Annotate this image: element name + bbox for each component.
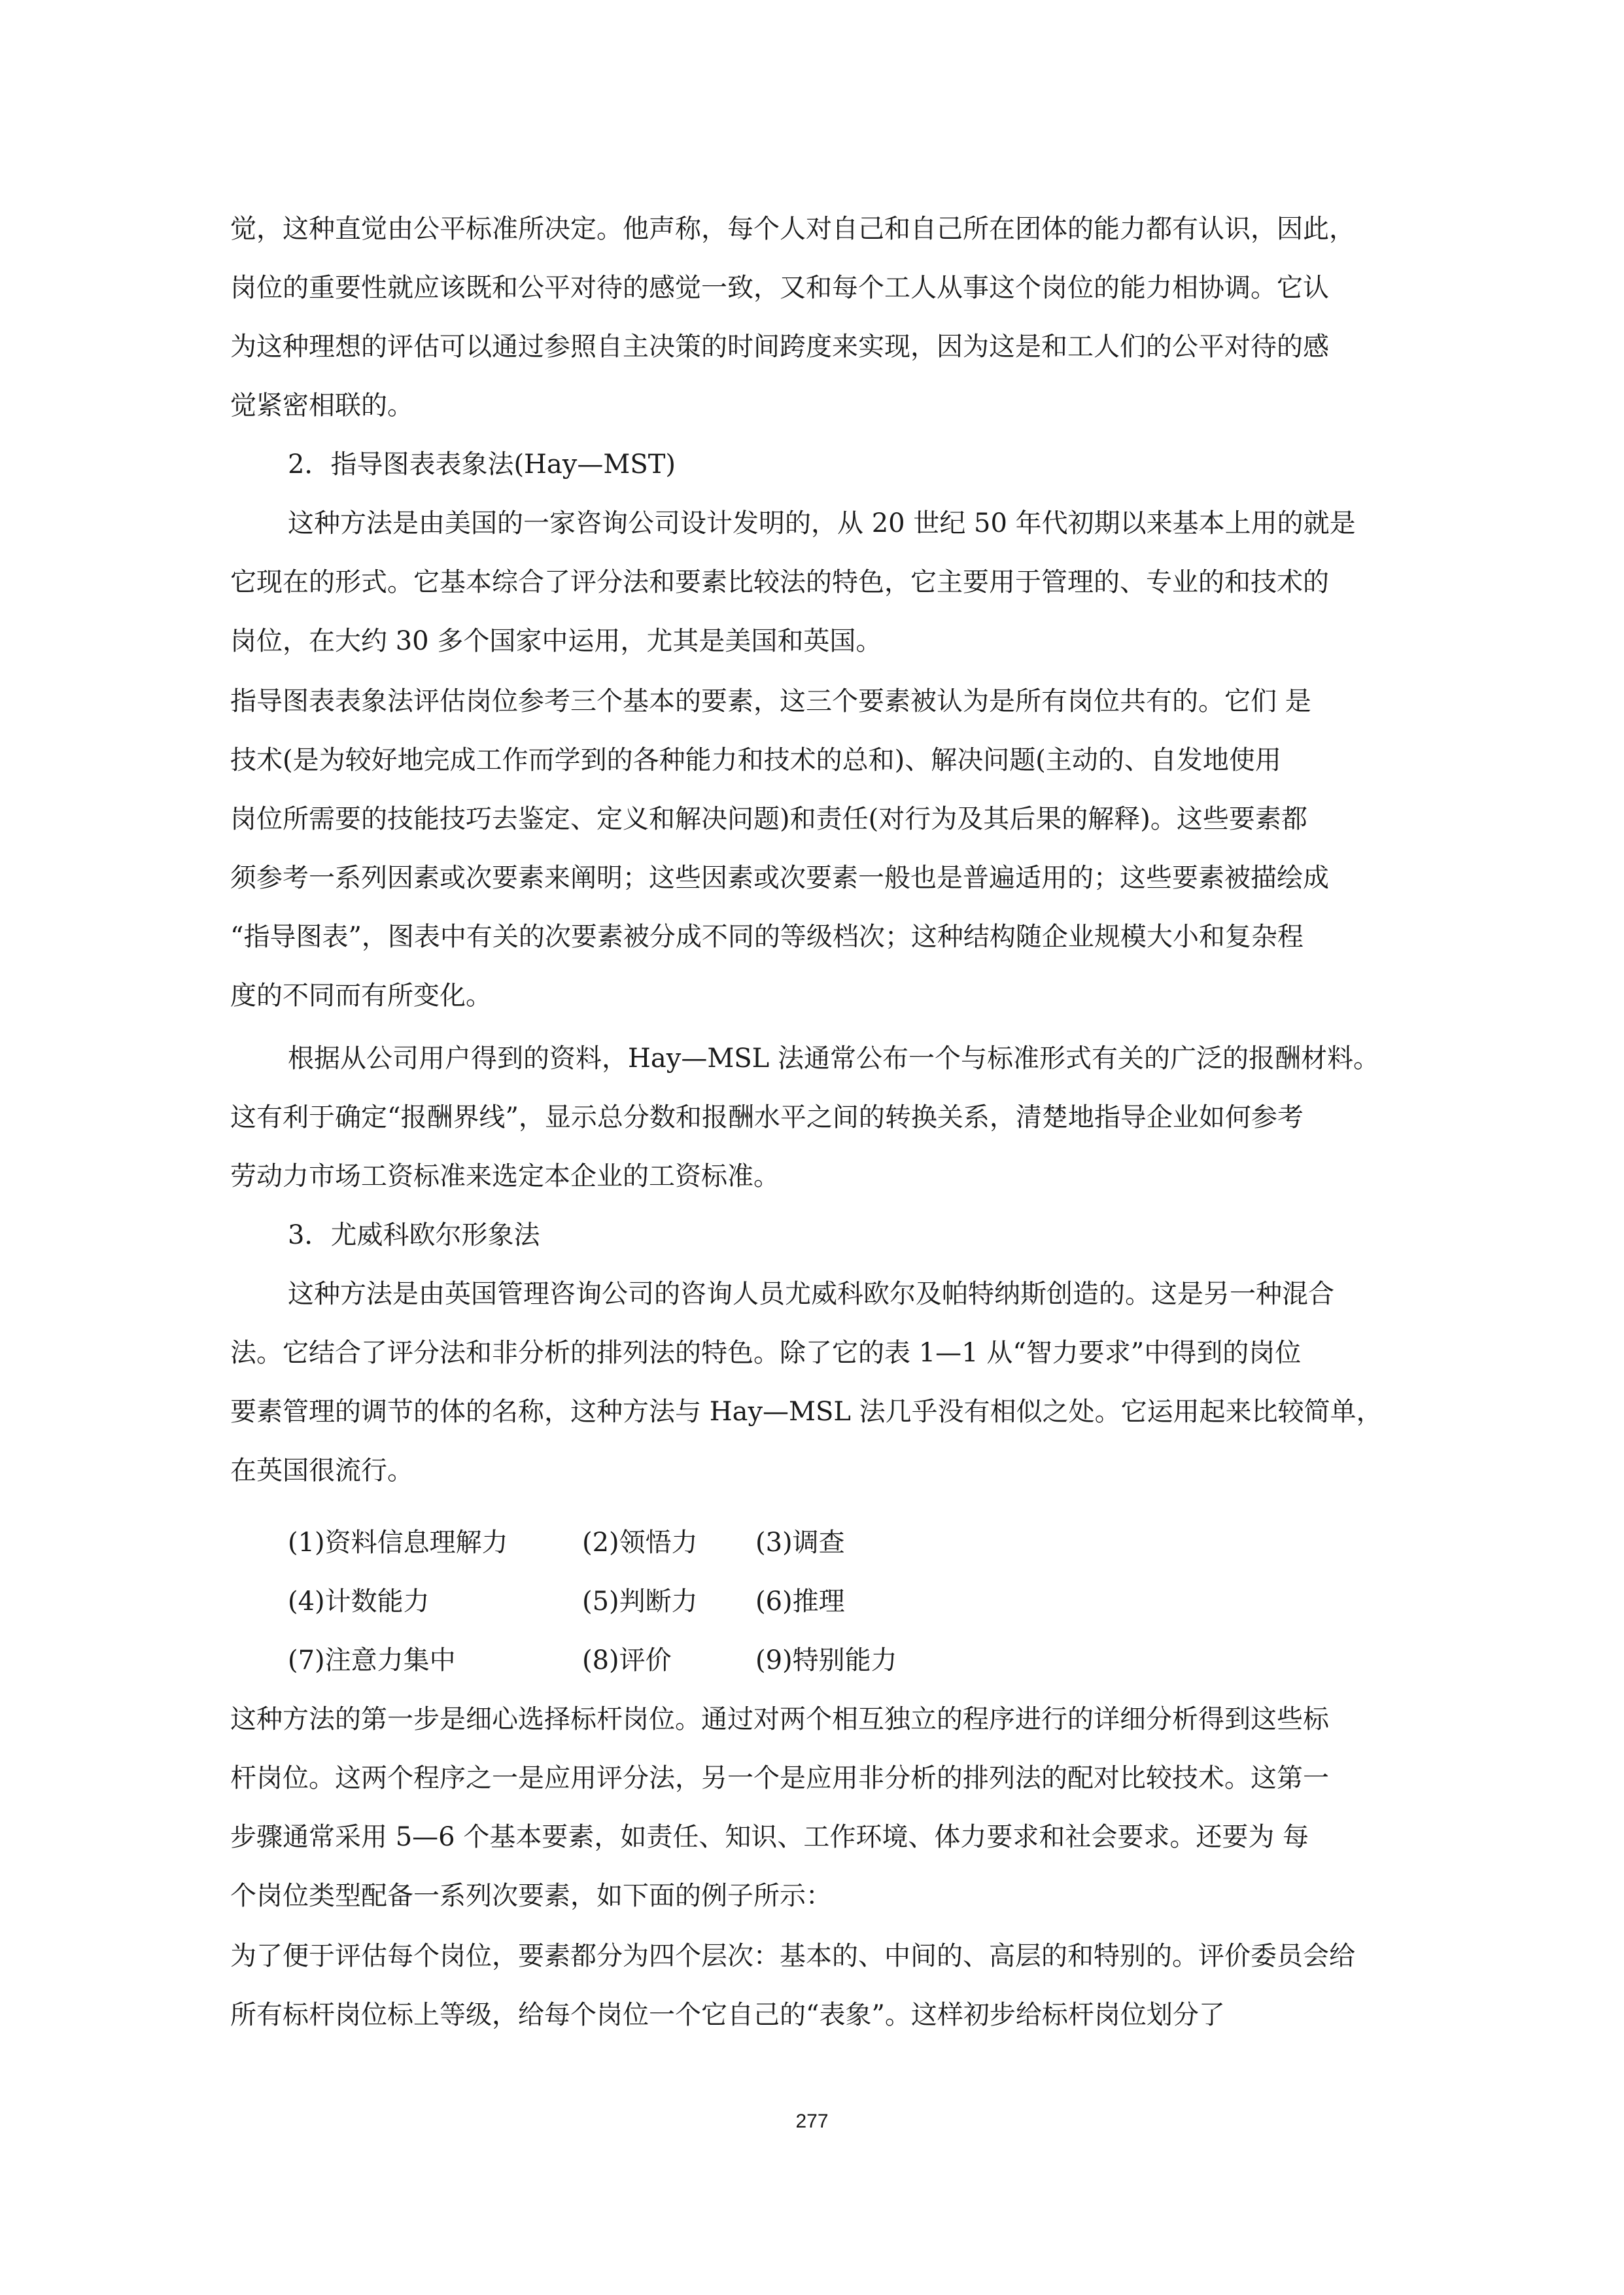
text-line: 觉紧密相联的。: [230, 391, 413, 421]
text-line: 要素管理的调节的体的名称，这种方法与 Hay—MSL 法几乎没有相似之处。它运用起来比较简单，: [230, 1397, 1383, 1427]
text-line: 这种方法的第一步是细心选择标杆岗位。通过对两个相互独立的程序进行的详细分析得到这些标: [230, 1704, 1329, 1734]
text-line: 度的不同而有所变化。: [230, 981, 492, 1011]
text-line: 觉，这种直觉由公平标准所决定。他声称，每个人对自己和自己所在团体的能力都有认识，因此，: [230, 214, 1355, 244]
text-line: 在英国很流行。: [230, 1456, 413, 1486]
factor-item: (2)领悟力: [582, 1528, 698, 1558]
text-line: 步骤通常采用 5—6 个基本要素，如责任、知识、工作环境、体力要求和社会要求。还要为 每: [230, 1822, 1309, 1852]
text-line: 岗位，在大约 30 多个国家中运用，尤其是美国和英国。: [230, 626, 882, 656]
text-line: 岗位的重要性就应该既和公平对待的感觉一致，又和每个工人从事这个岗位的能力相协调。它认: [230, 273, 1329, 303]
text-line: 杆岗位。这两个程序之一是应用评分法，另一个是应用非分析的排列法的配对比较技术。这第一: [230, 1763, 1329, 1793]
text-line: 须参考一系列因素或次要素来阐明；这些因素或次要素一般也是普遍适用的；这些要素被描绘成: [230, 863, 1329, 893]
text-line: 个岗位类型配备一系列次要素，如下面的例子所示：: [230, 1881, 832, 1911]
text-line: 法。它结合了评分法和非分析的排列法的特色。除了它的表 1—1 从“智力要求”中得到的岗位: [230, 1338, 1302, 1368]
text-line: 这有利于确定“报酬界线”，显示总分数和报酬水平之间的转换关系，清楚地指导企业如何参考: [230, 1102, 1304, 1132]
text-line: 它现在的形式。它基本综合了评分法和要素比较法的特色，它主要用于管理的、专业的和技术的: [230, 567, 1329, 597]
factor-item: (1)资料信息理解力: [288, 1528, 508, 1558]
text-line: 所有标杆岗位标上等级，给每个岗位一个它自己的“表象”。这样初步给标杆岗位划分了: [230, 2000, 1225, 2030]
text-line: 根据从公司用户得到的资料，Hay—MSL 法通常公布一个与标准形式有关的广泛的报酬材料。: [288, 1043, 1379, 1074]
text-line: 这种方法是由英国管理咨询公司的咨询人员尤威科欧尔及帕特纳斯创造的。这是另一种混合: [288, 1279, 1334, 1309]
text-line: 为这种理想的评估可以通过参照自主决策的时间跨度来实现，因为这是和工人们的公平对待的感: [230, 332, 1329, 362]
section-heading: 3．尤威科欧尔形象法: [288, 1220, 540, 1250]
factor-item: (8)评价: [582, 1645, 672, 1675]
text-line: 这种方法是由美国的一家咨询公司设计发明的，从 20 世纪 50 年代初期以来基本上用的就是: [288, 508, 1356, 538]
factor-item: (7)注意力集中: [288, 1645, 456, 1675]
text-line: 指导图表表象法评估岗位参考三个基本的要素，这三个要素被认为是所有岗位共有的。它们 是: [230, 686, 1311, 716]
factor-item: (9)特别能力: [755, 1645, 897, 1675]
text-line: 为了便于评估每个岗位，要素都分为四个层次：基本的、中间的、高层的和特别的。评价委员会给: [230, 1941, 1355, 1971]
text-line: 技术(是为较好地完成工作而学到的各种能力和技术的总和)、解决问题(主动的、自发地使用: [230, 745, 1281, 775]
factor-item: (5)判断力: [582, 1586, 698, 1617]
section-heading: 2．指导图表表象法(Hay—MST): [288, 449, 676, 480]
factor-item: (3)调查: [755, 1528, 845, 1558]
text-line: 岗位所需要的技能技巧去鉴定、定义和解决问题)和责任(对行为及其后果的解释)。这些要素都: [230, 804, 1307, 834]
text-line: “指导图表”，图表中有关的次要素被分成不同的等级档次；这种结构随企业规模大小和复杂程: [230, 922, 1304, 952]
text-line: 劳动力市场工资标准来选定本企业的工资标准。: [230, 1161, 780, 1191]
page-number: 277: [795, 2111, 829, 2132]
factor-item: (4)计数能力: [288, 1586, 430, 1617]
factor-item: (6)推理: [755, 1586, 845, 1617]
